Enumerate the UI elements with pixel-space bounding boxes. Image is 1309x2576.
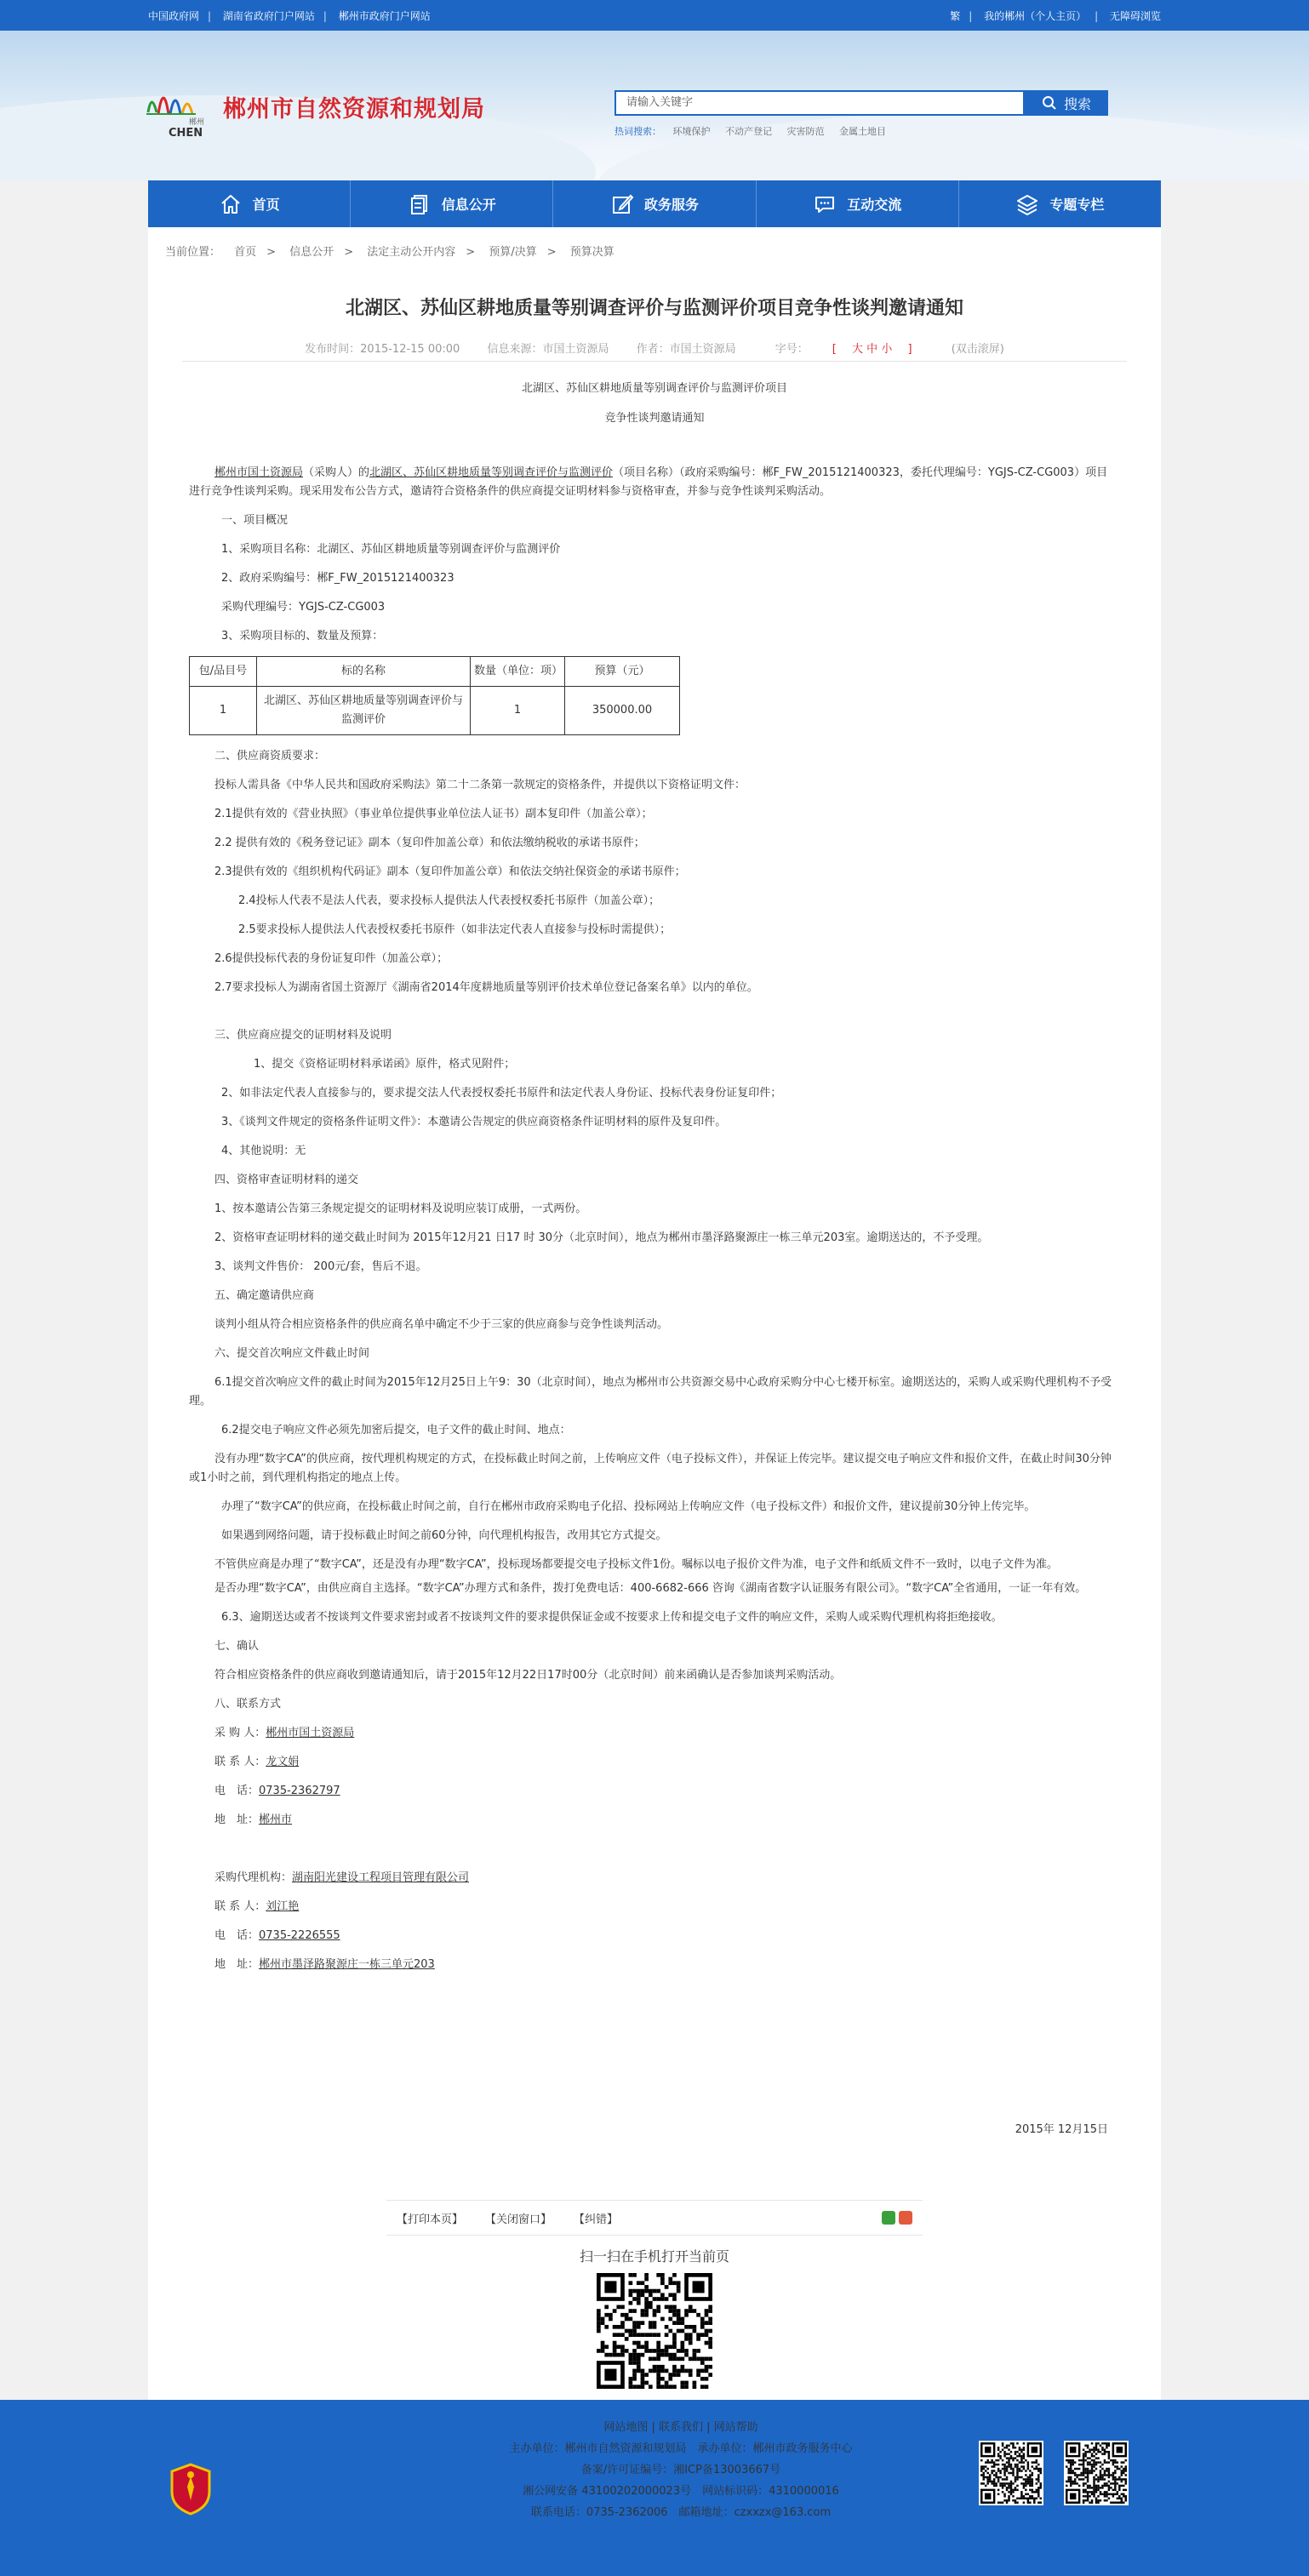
section-heading: 五、确定邀请供应商 <box>214 1289 315 1302</box>
nav-item-label: 首页 <box>252 197 280 213</box>
scan-hint: 扫一扫在手机打开当前页 <box>579 2248 729 2265</box>
paragraph: 谈判小组从符合相应资格条件的供应商名单中确定不少于三家的供应商参与竞争性谈判活动。 <box>214 1318 669 1331</box>
link-gov-cn[interactable]: 中国政府网 <box>148 9 200 22</box>
paragraph: 投标人需具备《中华人民共和国政府采购法》第二十二条第一款规定的资格条件，并提供以下资格证明文件： <box>214 779 746 791</box>
footer-contact: 联系电话：0735-2362006 邮箱地址：czxxzx@163.com <box>530 2506 832 2519</box>
nav-item-label: 专题专栏 <box>1049 197 1105 213</box>
contact-line: 电 话：0735-2226555 <box>214 1929 340 1942</box>
doc-subtitle: 北湖区、苏仙区耕地质量等别调查评价与监测评价项目 <box>521 382 787 395</box>
section-heading: 七、确认 <box>214 1640 260 1653</box>
hot-word[interactable]: 环境保护 <box>672 126 711 137</box>
nav-item-service[interactable] <box>553 180 756 227</box>
publish-time: 发布时间：2015-12-15 00:00 <box>305 343 460 356</box>
top-right-links: 繁 | 我的郴州（个人主页） | 无障碍浏览 <box>950 9 1161 22</box>
paragraph: 2.5要求投标人提供法人代表授权委托书原件（如非法定代表人直接参与投标时需提供）； <box>238 923 672 936</box>
footer-qr-code <box>979 2441 1043 2505</box>
breadcrumb-item[interactable]: 法定主动公开内容 <box>367 246 456 259</box>
breadcrumb-item[interactable]: 首页 <box>234 246 257 259</box>
table-cell: 1 <box>471 687 565 735</box>
table-row <box>190 687 680 735</box>
error-report-button[interactable]: 【纠错】 <box>574 2213 619 2226</box>
contact-line: 联 系 人：龙文娟 <box>214 1756 300 1768</box>
paragraph: 采购代理编号：YGJS-CZ-CG003 <box>221 601 386 614</box>
breadcrumb-item[interactable]: 预算/决算 <box>489 246 537 259</box>
link-hunan-gov[interactable]: 湖南省政府门户网站 <box>222 9 315 22</box>
section-heading: 六、提交首次响应文件截止时间 <box>214 1347 370 1360</box>
article-meta <box>148 340 1161 356</box>
footer-qr-code-icon <box>1066 2442 1127 2504</box>
paragraph: 1、按本邀请公告第三条规定提交的证明材料及说明应装订成册，一式两份。 <box>214 1202 587 1215</box>
share-buttons <box>882 2211 912 2225</box>
table-cell: 350000.00 <box>565 687 680 735</box>
font-size-control: 字号： [ 大 中 小 ] <box>775 343 912 356</box>
footer-qr-code-icon <box>980 2442 1042 2504</box>
chat-icon <box>813 192 837 216</box>
paragraph: 2、如非法定代表人直接参与的，要求提交法人代表授权委托书原件和法定代表人身份证、投标代表身份证复印件； <box>221 1087 782 1100</box>
hot-word[interactable]: 不动产登记 <box>725 126 772 137</box>
search-button-label: 搜索 <box>1063 95 1091 112</box>
section-heading: 三、供应商应提交的证明材料及说明 <box>214 1029 392 1042</box>
paragraph: 符合相应资格条件的供应商收到邀请通知后，请于2015年12月22日17时00分（北京时间）前来函确认是否参加谈判采购活动。 <box>214 1669 842 1682</box>
paragraph: 没有办理“数字CA”的供应商，按代理机构规定的方式，在投标截止时间之前，上传响应文件（电子投标文件），并保证上传完毕。建议提交电子响应文件和报价文件，在截止时间30分钟或1小时之前，到代理机构指定的地点上传。 <box>189 1453 1112 1484</box>
svg-text:郴州: 郴州 <box>189 118 205 127</box>
hot-words-label: 热词搜索： <box>614 126 661 137</box>
table-header-row <box>190 657 680 687</box>
info-source: 信息来源：市国土资源局 <box>487 343 609 356</box>
paragraph: 6.3、逾期送达或者不按谈判文件要求密封或者不按谈判文件的要求提供保证金或不按要求上传和提交电子文件的响应文件，采购人或采购代理机构将拒绝接收。 <box>221 1611 1003 1624</box>
paragraph: 如果遇到网络问题，请于投标截止时间之前60分钟，向代理机构报告，改用其它方式提交。 <box>221 1529 667 1542</box>
contact-line: 采购代理机构：湖南阳光建设工程项目管理有限公司 <box>214 1871 470 1884</box>
nav-item-interact[interactable] <box>757 180 959 227</box>
footer-info <box>468 2417 894 2523</box>
content-panel <box>148 227 1161 2400</box>
paragraph: 2、政府采购编号：郴F_FW_2015121400323 <box>221 572 454 585</box>
table-cell: 北湖区、苏仙区耕地质量等别调查评价与监测评价 <box>257 687 471 735</box>
footer-qr-code <box>1064 2441 1129 2505</box>
footer-links[interactable]: 网站地图 | 联系我们 | 网站帮助 <box>603 2421 758 2434</box>
footer-police[interactable]: 湘公网安备 43100202000023号 网站标识码：4310000016 <box>523 2485 839 2498</box>
contact-line: 联 系 人：刘江艳 <box>214 1900 300 1913</box>
search-button[interactable] <box>1025 90 1108 116</box>
nav-item-label: 信息公开 <box>441 197 496 213</box>
paragraph: 办理了“数字CA”的供应商，在投标截止时间之前，自行在郴州市政府采购电子化招、投标网站上传响应文件（电子投标文件）和报价文件，建议提前30分钟上传完毕。 <box>221 1500 1036 1513</box>
search-input[interactable]: 请输入关键字 <box>614 90 1025 116</box>
nav-item-label: 政务服务 <box>644 197 700 213</box>
table-header-cell: 标的名称 <box>257 657 471 687</box>
table-header-cell: 预算（元） <box>565 657 680 687</box>
footer-host: 主办单位：郴州市自然资源和规划局 承办单位：郴州市政务服务中心 <box>509 2442 853 2455</box>
edit-icon <box>610 192 634 216</box>
font-size-large[interactable]: 大 <box>852 343 864 356</box>
top-bar <box>0 0 1309 31</box>
main-nav <box>148 180 1161 227</box>
footer-icp[interactable]: 备案/许可证编号：湘ICP备13003667号 <box>580 2464 781 2476</box>
weibo-share-icon[interactable] <box>899 2211 912 2225</box>
link-my-chenzhou[interactable]: 我的郴州（个人主页） <box>984 9 1087 22</box>
link-chenzhou-gov[interactable]: 郴州市政府门户网站 <box>338 9 431 22</box>
site-logo-icon[interactable] <box>143 75 211 138</box>
page-qr-code-icon <box>597 2273 712 2389</box>
table-cell: 1 <box>190 687 257 735</box>
layers-icon <box>1015 192 1039 216</box>
paragraph: 2.2 提供有效的《税务登记证》副本（复印件加盖公章）和依法缴纳税收的承诺书原件； <box>214 837 645 849</box>
paragraph: 2、资格审查证明材料的递交截止时间为 2015年12月21 日17 时 30分（北京时间），地点为郴州市墨泽路聚源庄一栋三单元203室。逾期送达的，不予受理。 <box>214 1231 989 1244</box>
article-title: 北湖区、苏仙区耕地质量等别调查评价与监测评价项目竞争性谈判邀请通知 <box>345 298 963 319</box>
doc-subtitle: 竞争性谈判邀请通知 <box>604 412 705 425</box>
contact-line: 地 址：郴州市 <box>214 1813 293 1826</box>
paragraph: 4、其他说明：无 <box>221 1145 306 1157</box>
hot-words <box>614 124 898 138</box>
paragraph: 6.1提交首次响应文件的截止时间为2015年12月25日上午9：30（北京时间），地点为郴州市公共资源交易中心政府采购分中心七楼开标室。逾期送达的，采购人或采购代理机构不予受理。 <box>189 1376 1112 1408</box>
paragraph: 1、提交《资格证明材料承诺函》原件，格式见附件； <box>254 1058 516 1071</box>
close-window-button[interactable]: 【关闭窗口】 <box>485 2213 552 2226</box>
top-left-links: 中国政府网 | 湖南省政府门户网站 | 郴州市政府门户网站 <box>148 9 431 22</box>
font-size-small[interactable]: 小 <box>881 343 893 356</box>
paragraph: 3、谈判文件售价： 200元/套，售后不退。 <box>214 1260 427 1273</box>
author: 作者：市国土资源局 <box>636 343 736 356</box>
article-tools <box>386 2200 923 2236</box>
svg-text:CHEN: CHEN <box>169 127 203 138</box>
paragraph: 6.2提交电子响应文件必须先加密后提交，电子文件的截止时间、地点： <box>221 1424 571 1437</box>
contact-line: 采 购 人：郴州市国土资源局 <box>214 1727 355 1739</box>
paragraph: 2.6提供投标代表的身份证复印件（加盖公章）； <box>214 952 449 965</box>
budget-table <box>189 656 680 735</box>
paragraph: 2.4投标人代表不是法人代表，要求投标人提供法人代表授权委托书原件（加盖公章）； <box>238 894 660 907</box>
link-traditional[interactable]: 繁 <box>950 9 961 22</box>
nav-item-label: 互动交流 <box>847 197 902 213</box>
paragraph: 是否办理“数字CA”，由供应商自主选择。“数字CA”办理方式和条件，拨打免费电话：400-6682-666 咨询《湖南省数字认证服务有限公司》。“数字CA”全省通用，一证一年有效。 <box>214 1582 1087 1595</box>
search-icon <box>1042 95 1057 111</box>
paragraph: 2.7要求投标人为湖南省国土资源厅《湖南省2014年度耕地质量等别评价技术单位登记备案名单》以内的单位。 <box>214 981 758 994</box>
link-accessibility[interactable]: 无障碍浏览 <box>1109 9 1161 22</box>
breadcrumb-label: 当前位置： <box>165 246 221 259</box>
contact-line: 电 话：0735-2362797 <box>214 1785 340 1797</box>
nav-item-special[interactable] <box>959 180 1161 227</box>
breadcrumb-item[interactable]: 预算决算 <box>569 246 614 259</box>
print-button[interactable]: 【打印本页】 <box>397 2213 464 2226</box>
section-heading: 二、供应商资质要求： <box>214 750 326 763</box>
hot-word[interactable]: 灾害防范 <box>786 126 825 137</box>
wechat-share-icon[interactable] <box>882 2211 895 2225</box>
nav-item-home[interactable] <box>148 180 351 227</box>
sign-date: 2015年 12月15日 <box>1015 2123 1108 2136</box>
emblem-icon <box>169 2463 213 2516</box>
intro-paragraph: 郴州市国土资源局（采购人）的北湖区、苏仙区耕地质量等别调查评价与监测评价（项目名称）（政府采购编号：郴F_FW_2015121400323，委托代理编号：YGJS-CZ-CG003）项目进行竞争性谈判采购。现采用发布公告方式，邀请符合资格条件的供应商提交证明材料参与资格审查，并参与竞争性谈判采购活动。 <box>189 466 1108 498</box>
breadcrumb-item[interactable]: 信息公开 <box>289 246 334 259</box>
contact-line: 地 址：郴州市墨泽路聚源庄一栋三单元203 <box>214 1958 435 1971</box>
table-header-cell: 包/品目号 <box>190 657 257 687</box>
table-header-cell: 数量（单位：项） <box>471 657 565 687</box>
home-icon <box>219 192 243 216</box>
paragraph: 2.3提供有效的《组织机构代码证》副本（复印件加盖公章）和依法交纳社保资金的承诺书原件； <box>214 865 686 878</box>
paragraph: 3、《谈判文件规定的资格条件证明文件》：本邀请公告规定的供应商资格条件证明材料的原件及复印件。 <box>221 1116 727 1128</box>
paragraph: 2.1提供有效的《营业执照》（事业单位提供事业单位法人证书）副本复印件（加盖公章）； <box>214 808 653 820</box>
section-heading: 四、资格审查证明材料的递交 <box>214 1174 359 1186</box>
paragraph: 不管供应商是办理了“数字CA”，还是没有办理“数字CA”，投标现场都要提交电子投标文件1份。嘱标以电子报价文件为准，电子文件和纸质文件不一致时，以电子文件为准。 <box>214 1558 1058 1571</box>
article-body <box>189 459 1117 1979</box>
section-heading: 一、项目概况 <box>221 514 289 527</box>
hot-word[interactable]: 金属土地目 <box>839 126 886 137</box>
document-icon <box>408 192 432 216</box>
title-divider <box>182 361 1127 362</box>
nav-item-info[interactable] <box>351 180 553 227</box>
section-heading: 八、联系方式 <box>214 1698 282 1711</box>
breadcrumb: 当前位置： 首页 > 信息公开 > 法定主动公开内容 > 预算/决算 > 预算决算 <box>165 246 614 259</box>
site-title: 郴州市自然资源和规划局 <box>223 96 485 123</box>
font-size-medium[interactable]: 中 <box>866 343 878 356</box>
paragraph: 3、采购项目标的、数量及预算： <box>221 630 384 643</box>
dblclick-scroll-hint: (双击滚屏) <box>951 343 1004 356</box>
paragraph: 1、采购项目名称：北湖区、苏仙区耕地质量等别调查评价与监测评价 <box>221 543 561 556</box>
